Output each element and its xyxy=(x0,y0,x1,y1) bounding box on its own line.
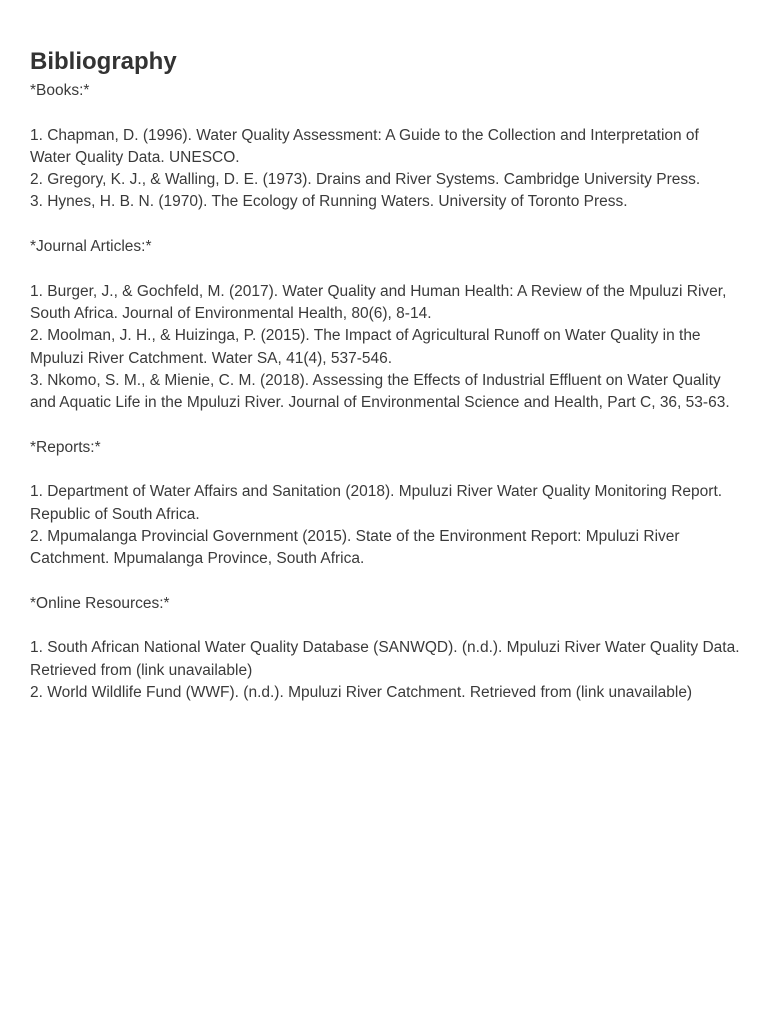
citation-item: 1. Burger, J., & Gochfeld, M. (2017). Water Quality and Human Health: A Review of the Mpuluzi River, South Africa. Journal of Environmental Health, 80(6), 8-14. xyxy=(30,282,727,322)
citation-item: 2. Moolman, J. H., & Huizinga, P. (2015). The Impact of Agricultural Runoff on Water Quality in the Mpuluzi River Catchment. Water SA, 41(4), 537-546. xyxy=(30,327,701,367)
citation-item: 3. Hynes, H. B. N. (1970). The Ecology of Running Waters. University of Toronto Press. xyxy=(30,193,628,211)
citation-item: 1. Department of Water Affairs and Sanitation (2018). Mpuluzi River Water Quality Monitoring Report. Republic of South Africa. xyxy=(30,483,723,523)
section-online-resources xyxy=(30,593,742,704)
citation-item: 2. World Wildlife Fund (WWF). (n.d.). Mpuluzi River Catchment. Retrieved from (link unavailable) xyxy=(30,684,693,702)
spacer xyxy=(30,414,742,436)
page-title: Bibliography xyxy=(30,48,177,75)
spacer xyxy=(30,571,742,593)
section-heading: *Online Resources:* xyxy=(30,594,170,612)
citation-item: 2. Mpumalanga Provincial Government (2015). State of the Environment Report: Mpuluzi River Catchment. Mpumalanga Province, South Africa. xyxy=(30,527,680,568)
spacer xyxy=(30,615,742,637)
section-books xyxy=(30,80,742,236)
section-reports xyxy=(30,437,742,593)
citation-item: 3. Nkomo, S. M., & Mienie, C. M. (2018). Assessing the Effects of Industrial Effluent on Water Quality and Aquatic Life in the Mpuluzi River. Journal of Environmental Science and Health, Part C, 36, 53-63. xyxy=(30,371,730,412)
citation-item: 2. Gregory, K. J., & Walling, D. E. (1973). Drains and River Systems. Cambridge University Press. xyxy=(30,171,701,189)
bibliography-document xyxy=(30,44,742,704)
spacer xyxy=(30,459,742,481)
section-heading: *Books:* xyxy=(30,82,90,99)
spacer xyxy=(30,258,742,280)
section-heading: *Journal Articles:* xyxy=(30,238,152,256)
citation-item: 1. Chapman, D. (1996). Water Quality Assessment: A Guide to the Collection and Interpretation of Water Quality Data. UNESCO. xyxy=(30,126,699,166)
spacer xyxy=(30,102,742,124)
citation-item: 1. South African National Water Quality Database (SANWQD). (n.d.). Mpuluzi River Water Quality Data. Retrieved from (link unavailable) xyxy=(30,639,740,679)
spacer xyxy=(30,214,742,236)
section-heading: *Reports:* xyxy=(30,438,101,456)
section-journal-articles xyxy=(30,236,742,437)
